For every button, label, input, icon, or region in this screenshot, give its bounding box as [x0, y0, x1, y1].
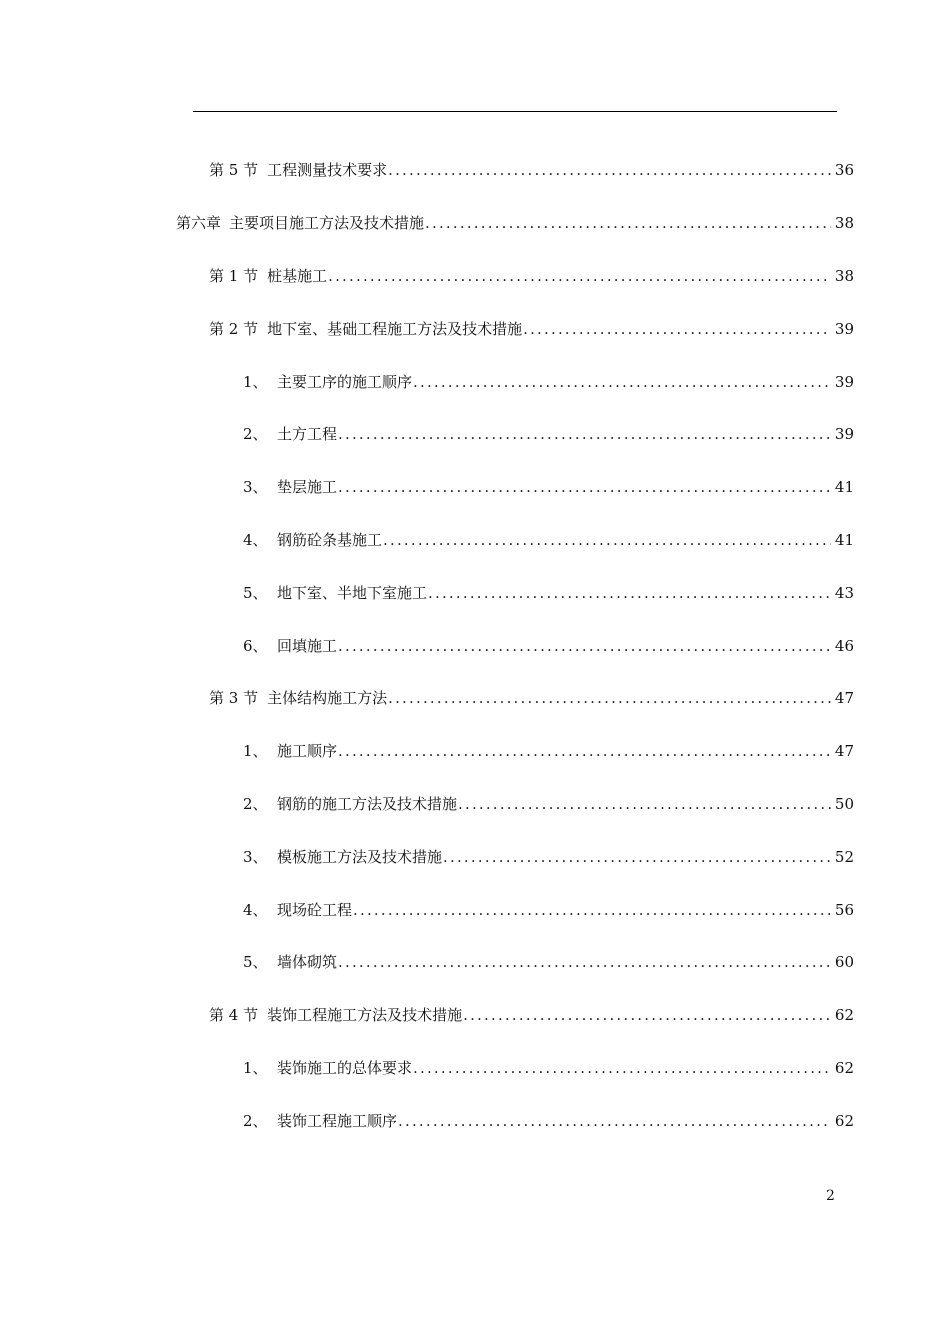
toc-entry-page: 62 — [834, 1006, 854, 1024]
toc-entry-page: 47 — [834, 689, 854, 707]
toc-entry[interactable] — [243, 422, 854, 446]
toc-entry-number: 2、 — [243, 1112, 268, 1130]
toc-entry-page: 41 — [834, 531, 854, 549]
toc-entry-page: 46 — [834, 637, 854, 655]
toc-dot-leader — [523, 317, 831, 341]
toc-entry[interactable] — [209, 686, 854, 710]
toc-entry[interactable] — [209, 1003, 854, 1027]
toc-dot-leader — [428, 581, 831, 605]
header-rule — [193, 111, 837, 112]
toc-dot-leader — [328, 264, 831, 288]
toc-entry-title: 装饰工程施工方法及技术措施 — [267, 1006, 463, 1024]
toc-entry-page: 38 — [834, 214, 854, 232]
toc-entry-number: 1、 — [243, 742, 268, 760]
toc-entry-title: 工程测量技术要求 — [267, 161, 388, 179]
toc-entry-number: 4、 — [243, 531, 268, 549]
toc-entry-title: 模板施工方法及技术措施 — [277, 848, 443, 866]
toc-entry-number: 3、 — [243, 848, 268, 866]
toc-entry-page: 50 — [834, 795, 854, 813]
toc-entry[interactable] — [243, 1056, 854, 1080]
toc-entry-title: 桩基施工 — [267, 267, 328, 285]
toc-entry-page: 39 — [834, 373, 854, 391]
toc-entry-page: 60 — [834, 953, 854, 971]
toc-entry-page: 52 — [834, 848, 854, 866]
toc-entry[interactable] — [243, 1109, 854, 1133]
toc-entry-number: 5、 — [243, 953, 268, 971]
toc-entry[interactable] — [243, 950, 854, 974]
toc-dot-leader — [463, 1003, 831, 1027]
toc-dot-leader — [383, 528, 831, 552]
toc-entry[interactable] — [243, 792, 854, 816]
toc-entry[interactable] — [243, 739, 854, 763]
toc-entry-title: 主要项目施工方法及技术措施 — [229, 214, 425, 232]
toc-entry-page: 56 — [834, 901, 854, 919]
toc-entry-title: 地下室、基础工程施工方法及技术措施 — [267, 320, 523, 338]
toc-dot-leader — [338, 422, 831, 446]
page-number: 2 — [826, 1188, 835, 1204]
toc-entry-number: 第 2 节 — [209, 320, 259, 338]
toc-dot-leader — [353, 898, 831, 922]
toc-entry-page: 62 — [834, 1059, 854, 1077]
toc-entry-title: 施工顺序 — [277, 742, 338, 760]
toc-entry-number: 4、 — [243, 901, 268, 919]
toc-entry[interactable] — [243, 634, 854, 658]
toc-dot-leader — [388, 158, 831, 182]
toc-entry-number: 第 4 节 — [209, 1006, 259, 1024]
toc-entry-page: 39 — [834, 425, 854, 443]
toc-dot-leader — [443, 845, 831, 869]
toc-entry[interactable] — [243, 845, 854, 869]
toc-entry-page: 47 — [834, 742, 854, 760]
toc-entry-number: 第六章 — [176, 214, 222, 232]
toc-entry-title: 主体结构施工方法 — [267, 689, 388, 707]
toc-entry[interactable] — [243, 370, 854, 394]
toc-entry[interactable] — [243, 581, 854, 605]
toc-entry-number: 第 1 节 — [209, 267, 259, 285]
toc-entry-page: 39 — [834, 320, 854, 338]
toc-entry-title: 装饰施工的总体要求 — [277, 1059, 413, 1077]
toc-entry-title: 垫层施工 — [277, 478, 338, 496]
toc-entry-page: 38 — [834, 267, 854, 285]
toc-entry[interactable] — [243, 475, 854, 499]
toc-dot-leader — [338, 739, 831, 763]
toc-dot-leader — [338, 475, 831, 499]
toc-entry[interactable] — [209, 264, 854, 288]
toc-entry[interactable] — [209, 158, 854, 182]
toc-dot-leader — [388, 686, 831, 710]
toc-entry-number: 1、 — [243, 1059, 268, 1077]
toc-entry-number: 第 3 节 — [209, 689, 259, 707]
toc-entry-number: 6、 — [243, 637, 268, 655]
toc-entry-page: 62 — [834, 1112, 854, 1130]
toc-entry[interactable] — [243, 528, 854, 552]
toc-entry-title: 主要工序的施工顺序 — [277, 373, 413, 391]
toc-entry-number: 第 5 节 — [209, 161, 259, 179]
toc-entry-title: 土方工程 — [277, 425, 338, 443]
toc-entry-title: 回填施工 — [277, 637, 338, 655]
toc-entry[interactable] — [209, 317, 854, 341]
toc-entry-title: 地下室、半地下室施工 — [277, 584, 428, 602]
toc-entry-title: 钢筋砼条基施工 — [277, 531, 383, 549]
toc-entry-page: 43 — [834, 584, 854, 602]
toc-entry-number: 3、 — [243, 478, 268, 496]
toc-dot-leader — [338, 950, 831, 974]
toc-dot-leader — [338, 634, 831, 658]
toc-dot-leader — [425, 211, 831, 235]
toc-dot-leader — [413, 1056, 831, 1080]
toc-entry[interactable] — [176, 211, 854, 235]
toc-entry-page: 36 — [834, 161, 854, 179]
toc-entry-page: 41 — [834, 478, 854, 496]
toc-entry-title: 墙体砌筑 — [277, 953, 338, 971]
toc-dot-leader — [413, 370, 831, 394]
toc-entry-number: 2、 — [243, 425, 268, 443]
toc-entry-title: 钢筋的施工方法及技术措施 — [277, 795, 458, 813]
toc-entry-number: 1、 — [243, 373, 268, 391]
toc-entry-number: 2、 — [243, 795, 268, 813]
toc-entry-title: 现场砼工程 — [277, 901, 353, 919]
toc-entry-title: 装饰工程施工顺序 — [277, 1112, 398, 1130]
toc-entry[interactable] — [243, 898, 854, 922]
toc-dot-leader — [458, 792, 831, 816]
toc-entry-number: 5、 — [243, 584, 268, 602]
toc-dot-leader — [398, 1109, 831, 1133]
